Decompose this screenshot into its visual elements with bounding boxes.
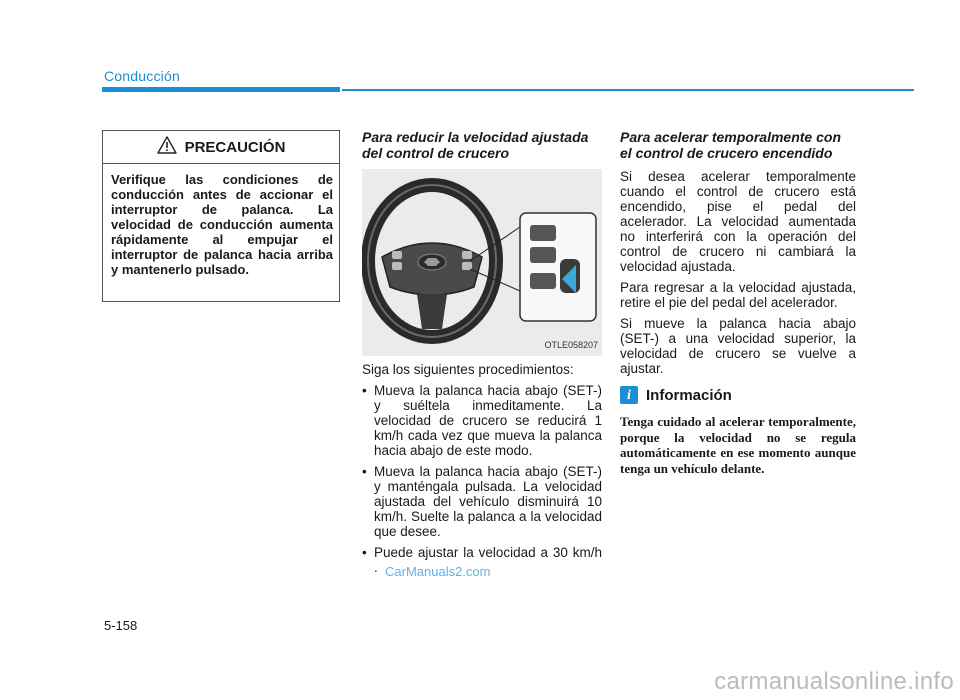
section-rule-thin [342, 89, 914, 91]
caution-header [103, 131, 339, 164]
accelerate-paragraph: Si mueve la palanca hacia abajo (SET-) a una velocidad superior, la velocidad de crucero se vuelve a ajustar. [620, 316, 856, 376]
section-rule-thick [102, 87, 340, 92]
reduce-intro: Siga los siguientes procedimientos: [362, 362, 574, 377]
section-title: Conducción [104, 68, 180, 84]
list-item: • Puede ajustar la velocidad a 30 km/h . [362, 545, 602, 575]
accelerate-section [620, 129, 856, 482]
reduce-speed-section [362, 129, 602, 581]
reduce-bullet-list [362, 383, 602, 575]
caution-body: Verifique las condiciones de conducción antes de accionar el interruptor de palanca. La velocidad de conducción aumenta rápidamente al empujar el interruptor de palanca hacia arriba y mantenerlo pulsado. [111, 172, 333, 277]
accelerate-paragraph: Para regresar a la velocidad ajustada, retire el pie del pedal del acelerador. [620, 280, 856, 310]
site-watermark: carmanualsonline.info [714, 668, 954, 695]
caution-title: PRECAUCIÓN [184, 138, 286, 156]
watermark: CarManuals2.com [385, 564, 491, 579]
reduce-speed-heading: Para reducir la velocidad ajustada del control de crucero [362, 129, 589, 161]
info-icon: i [620, 386, 638, 404]
warning-triangle-icon [157, 136, 177, 158]
steering-wheel-figure [362, 169, 602, 356]
list-item: • Mueva la palanca hacia abajo (SET-) y manténgala pulsada. La velocidad ajustada del vehículo disminuirá 10 km/h. Suelte la palanca a la velocidad que desee. [362, 464, 602, 539]
list-item: • Mueva la palanca hacia abajo (SET-) y suéltela inmeditamente. La velocidad de crucero se reducirá 1 km/h cada vez que mueva la palanca hacia abajo de este modo. [362, 383, 602, 458]
accelerate-heading: Para acelerar temporalmente con el control de crucero encendido [620, 129, 841, 161]
page-number: 5-158 [104, 618, 138, 633]
info-title: Información [646, 386, 732, 404]
steering-wheel-illustration [362, 169, 602, 356]
caution-box [102, 130, 340, 302]
figure-caption: OTLE058207 [544, 340, 598, 350]
info-header [620, 386, 856, 404]
info-body: Tenga cuidado al acelerar temporalmente, porque la velocidad no se regula automáticamente en ese momento aunque tenga un vehículo delante. [620, 414, 856, 476]
accelerate-paragraph: Si desea acelerar temporalmente cuando el control de crucero está encendido, pise el pedal del acelerador. La velocidad aumentada no interferirá con la operación del control de crucero ni cambiará la velocidad ajustada. [620, 169, 856, 274]
